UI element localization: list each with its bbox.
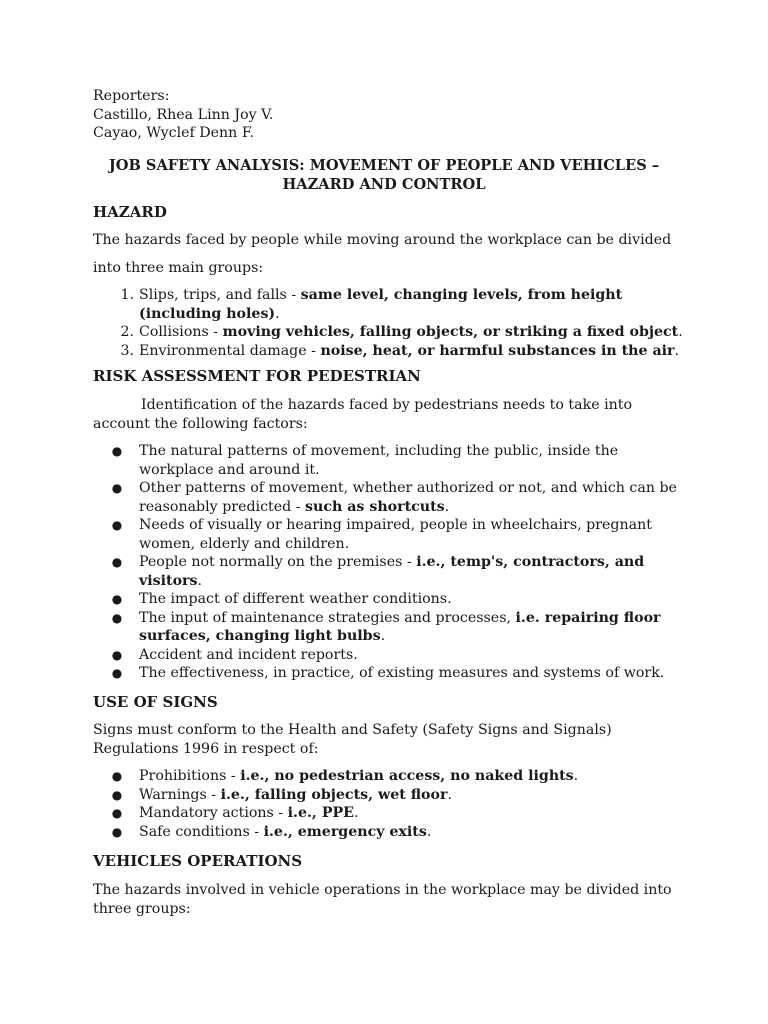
bullet-icon: ● [111,647,123,662]
list-item-end: . [197,572,203,589]
list-item-text: Environmental damage - [139,342,321,359]
list-item [108,609,688,646]
list-item [108,479,688,516]
list-item-emphasis: i.e., falling objects, wet floor [220,786,448,803]
bullet-icon: ● [111,610,123,625]
list-item-text: Prohibitions - [139,768,241,784]
bullet-icon: ● [111,592,123,606]
list-item-text: The input of maintenance strategies and processes, [139,609,516,626]
reporter-name: Cayao, Wyclef Denn F. [93,125,254,141]
list-item [108,342,688,361]
bullet-icon: ● [111,824,123,839]
list-item [108,286,688,323]
list-item-text: The effectiveness, in practice, of existing measures and systems of work. [139,665,665,681]
title-line-2: HAZARD AND CONTROL [282,175,486,193]
list-item-text: Safe conditions - [139,823,264,840]
list-item-emphasis: i.e., PPE [287,805,354,821]
vehicles-heading: VEHICLES OPERATIONS [93,852,303,870]
list-item-emphasis: i.e., emergency exits [263,823,427,840]
bullet-icon: ● [111,518,123,532]
list-item [108,516,688,553]
list-item-end: . [353,805,359,821]
list-item-text: Mandatory actions - [139,805,288,821]
risk-list [108,442,688,683]
bullet-icon: ● [111,787,123,802]
list-item-end: . [444,498,450,515]
list-number: 2. [120,324,134,340]
list-item [108,804,688,823]
list-item-emphasis: i.e., temp's, contractors, and visitors [139,554,645,589]
list-item [108,767,688,786]
list-item [108,786,688,805]
vehicles-intro: The hazards involved in vehicle operations in the workplace may be divided into three groups: [93,882,672,917]
list-item-end: . [380,628,386,644]
hazard-heading: HAZARD [93,203,167,221]
bullet-icon: ● [111,555,123,569]
bullet-icon: ● [111,806,123,820]
reporters-block [93,87,273,143]
bullet-icon: ● [111,769,123,783]
bullet-icon: ● [111,666,123,680]
list-item-text: Collisions - [139,324,223,340]
list-item [108,442,688,479]
list-item-end: . [573,768,579,784]
reporter-name: Castillo, Rhea Linn Joy V. [93,106,274,123]
list-item [108,323,688,342]
title-line-1: JOB SAFETY ANALYSIS: MOVEMENT OF PEOPLE AND VEHICLES – [108,157,660,174]
reporters-label: Reporters: [93,88,170,104]
hazard-intro: The hazards faced by people while moving around the workplace can be divided into three main groups: [93,232,672,276]
risk-intro: Identification of the hazards faced by pedestrians needs to take into account the following factors: [93,397,633,432]
list-item-emphasis: noise, heat, or harmful substances in the air [320,342,675,359]
list-item-text: The impact of different weather conditions. [139,591,452,607]
bullet-icon: ● [111,444,123,458]
list-number: 3. [120,342,134,359]
list-item-text: Accident and incident reports. [139,646,358,663]
list-item [108,590,688,609]
list-item-text: The natural patterns of movement, including the public, inside the workplace and around it. [139,443,619,478]
risk-heading: RISK ASSESSMENT FOR PEDESTRIAN [93,367,421,385]
signs-list [108,767,688,841]
list-item-emphasis: i.e., no pedestrian access, no naked lights [240,768,574,784]
signs-heading: USE OF SIGNS [93,693,218,711]
list-item-end: . [275,305,280,322]
list-item-text: Needs of visually or hearing impaired, people in wheelchairs, pregnant women, elderly and children. [139,517,652,552]
list-number: 1. [120,287,134,303]
list-item-end: . [674,342,680,359]
list-item [108,823,688,842]
list-item-text: Slips, trips, and falls - [139,287,301,303]
list-item-end: . [426,823,432,840]
list-item-text: Warnings - [139,786,221,803]
list-item [108,553,688,590]
document-title [80,157,688,194]
list-item-end: . [447,786,452,803]
list-item [108,646,688,665]
list-item-text: Other patterns of movement, whether authorized or not, and which can be reasonably predicted - [139,480,677,515]
list-item-emphasis: moving vehicles, falling objects, or striking a fixed object [222,324,679,340]
list-item [108,664,688,683]
list-item-emphasis: same level, changing levels, from height (including holes) [139,287,623,322]
list-item-emphasis: i.e. repairing floor surfaces, changing light bulbs [139,609,661,644]
hazard-list [108,286,688,360]
list-item-emphasis: such as shortcuts [305,498,445,515]
signs-intro: Signs must conform to the Health and Safety (Safety Signs and Signals) Regulations 1996 in respect of: [93,722,612,757]
list-item-end: . [678,324,683,340]
list-item-text: People not normally on the premises - [139,554,417,570]
bullet-icon: ● [111,481,123,495]
